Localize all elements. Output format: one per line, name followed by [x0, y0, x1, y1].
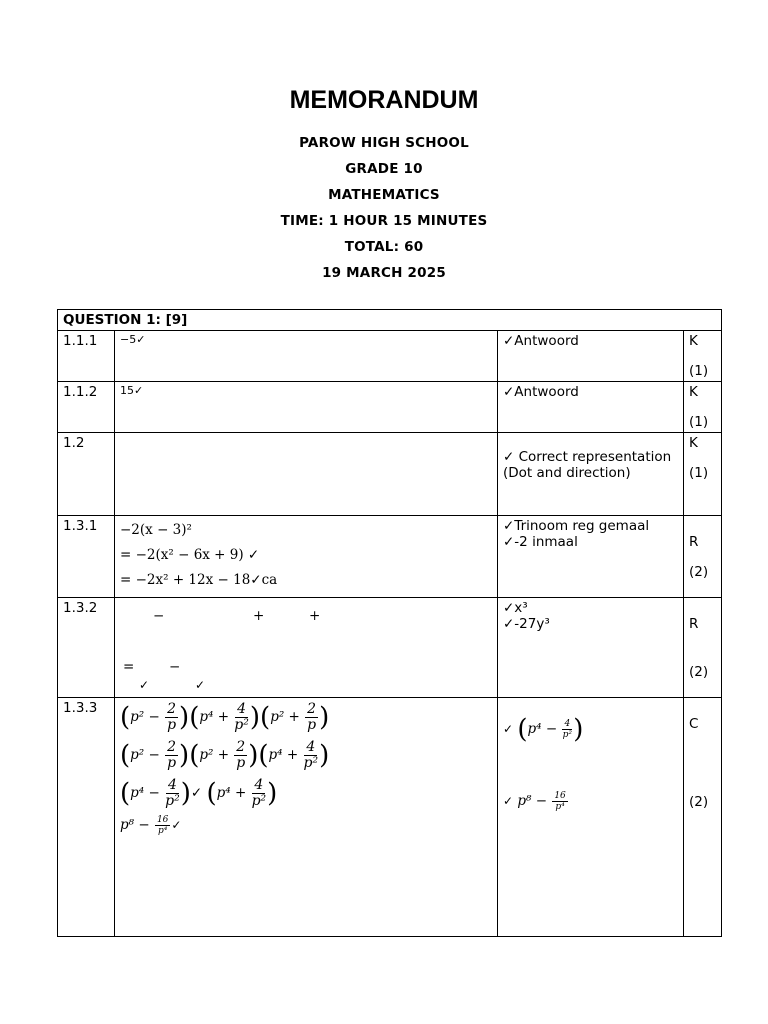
marking-cell: ✓ Correct representation (Dot and direction) [498, 433, 684, 516]
level-marks-cell [684, 516, 722, 598]
question-heading-row [58, 310, 722, 331]
date-label: 19 MARCH 2025 [322, 265, 446, 281]
cognitive-level: R [689, 534, 699, 550]
grade-label: GRADE 10 [345, 161, 423, 177]
working-line: (p² − $\frac{2}{p}$ )(p⁴ + $\frac{4}{\text{p²}}$ )(p² + $\frac{2}{p}$ ) [120, 701, 330, 733]
marking-line: ✓ p⁸ − $\frac{16}{\text{p⁴}}$ [503, 791, 566, 812]
total-label: TOTAL: 60 [344, 239, 424, 255]
marks-value: (2) [689, 564, 709, 580]
marking-line: ✓Trinoom reg gemaal [503, 518, 650, 534]
working-line: = −2x² + 12x − 18✓ca [120, 572, 278, 588]
answer-cell: 15✓ [115, 382, 498, 433]
plus-sign: + [253, 608, 265, 624]
marking-cell: ✓Antwoord [498, 331, 684, 382]
table-row [58, 698, 722, 937]
level-marks-cell [684, 382, 722, 433]
table-row [58, 516, 722, 598]
equals-sign: = [123, 659, 135, 675]
question-number: 1.3.3 [58, 698, 115, 937]
working-line: (p² − $\frac{2}{p}$ )(p² + $\frac{2}{p}$ )(p⁴ + $\frac{4}{\text{p²}}$ ) [120, 739, 330, 771]
working-line: (p⁴ − $\frac{4}{\text{p²}}$ )✓ (p⁴ + $\frac{4}{\text{p²}}$ ) [120, 777, 278, 809]
minus-sign: − [169, 659, 181, 675]
working-line: = −2(x² − 6x + 9) ✓ [120, 547, 260, 563]
question-number: 1.3.2 [58, 598, 115, 698]
cognitive-level: K [689, 333, 698, 349]
question-number: 1.1.2 [58, 382, 115, 433]
marks-value: (2) [689, 664, 709, 680]
school-name: PAROW HIGH SCHOOL [299, 135, 469, 151]
marking-cell [498, 598, 684, 698]
answer-cell [115, 516, 498, 598]
cognitive-level: R [689, 616, 699, 632]
minus-sign: − [153, 608, 165, 624]
plus-sign: + [309, 608, 321, 624]
level-marks-cell [684, 698, 722, 937]
marking-line: ✓ (p⁴ − $\frac{4}{\text{p²}}$ ) [503, 714, 584, 745]
question-number: 1.1.1 [58, 331, 115, 382]
table-row [58, 331, 722, 382]
question-number: 1.3.1 [58, 516, 115, 598]
answer-cell: −5✓ [115, 331, 498, 382]
marks-value: (2) [689, 794, 709, 810]
cognitive-level: K [689, 384, 698, 400]
memo-table [57, 309, 722, 937]
check-icon: ✓ [139, 678, 150, 692]
cognitive-level: K [689, 435, 698, 451]
check-icon: ✓ [195, 678, 206, 692]
marking-line: ✓-2 inmaal [503, 534, 578, 550]
marks-value: (1) [689, 414, 709, 430]
question-heading: QUESTION 1: [9] [58, 310, 722, 331]
answer-cell [115, 598, 498, 698]
marks-value: (1) [689, 363, 709, 379]
marking-cell: ✓Antwoord [498, 382, 684, 433]
document-title: MEMORANDUM [289, 86, 479, 114]
working-line: −2(x − 3)² [120, 522, 192, 538]
table-row [58, 598, 722, 698]
subject-label: MATHEMATICS [328, 187, 440, 203]
check-icon: ✓ [503, 722, 514, 736]
working-line: p⁸ − $\frac{16}{\text{p⁴}}$ ✓ [120, 815, 182, 836]
marking-line: ✓-27y³ [503, 616, 550, 632]
marks-value: (1) [689, 465, 709, 481]
level-marks-cell [684, 331, 722, 382]
answer-cell [115, 433, 498, 516]
time-label: TIME: 1 HOUR 15 MINUTES [280, 213, 488, 229]
marking-cell [498, 698, 684, 937]
check-icon: ✓ [503, 794, 514, 808]
question-number: 1.2 [58, 433, 115, 516]
marking-cell [498, 516, 684, 598]
table-row [58, 433, 722, 516]
table-row [58, 382, 722, 433]
marking-line: ✓x³ [503, 600, 528, 616]
answer-cell [115, 698, 498, 937]
level-marks-cell [684, 433, 722, 516]
cognitive-level: C [689, 716, 699, 732]
level-marks-cell [684, 598, 722, 698]
